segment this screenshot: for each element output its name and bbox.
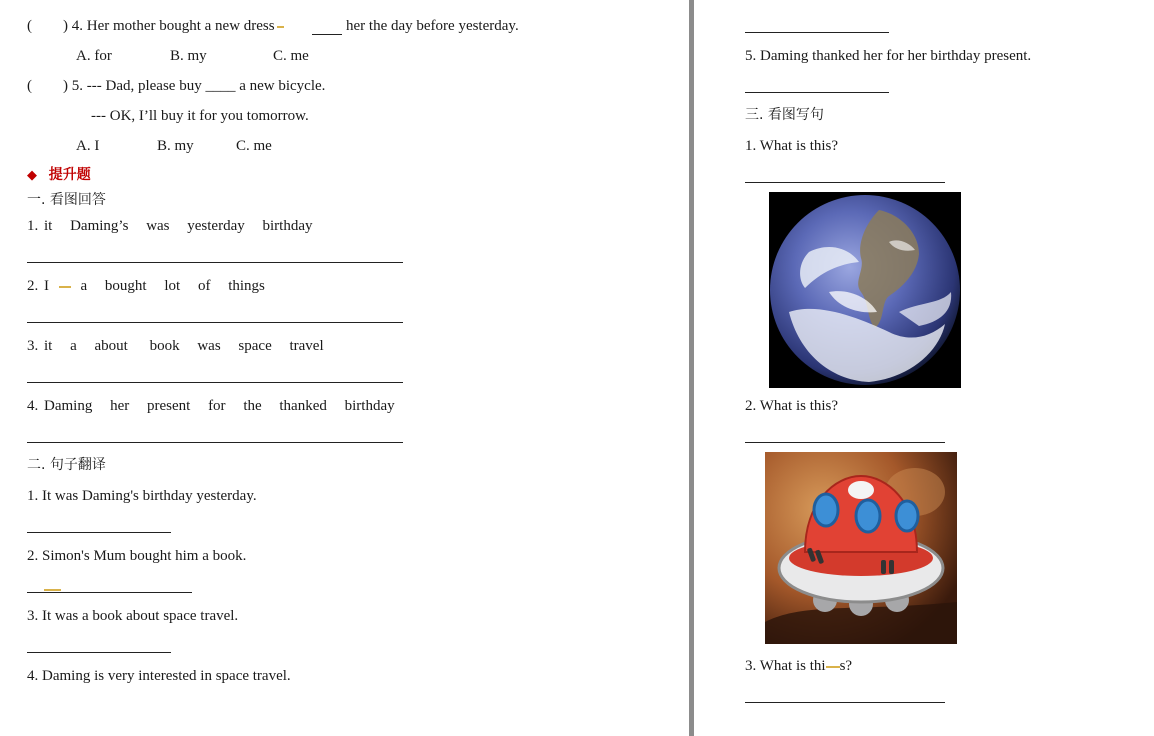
word: her <box>110 398 130 414</box>
q4-stem <box>63 17 284 35</box>
part1-title: 一. 看图回答 <box>27 192 106 208</box>
answer-line-1[interactable] <box>27 262 403 263</box>
part2-item-1: 1. It was Daming's birthday yesterday. <box>27 488 257 504</box>
word: thanked <box>279 398 327 414</box>
item-number: 4. <box>27 398 39 414</box>
word: it <box>44 338 53 354</box>
word: Daming’s <box>70 218 129 234</box>
section-title: 提升题 <box>48 167 91 183</box>
answer-line-q3[interactable] <box>745 702 945 703</box>
part3-q1: 1. What is this? <box>745 138 839 154</box>
translation-line-4[interactable] <box>745 32 889 33</box>
part3-q3-text-end: s? <box>839 658 853 674</box>
diamond-icon: ◆ <box>27 168 37 183</box>
item-number: 1. <box>27 218 39 234</box>
spaceship-image <box>765 452 957 644</box>
section-heading <box>27 166 91 185</box>
item-number: 2. <box>27 278 39 294</box>
edit-mark <box>44 589 61 591</box>
word: about <box>94 338 128 354</box>
answer-line-q2[interactable] <box>745 442 945 443</box>
q4-option-c: C. me <box>273 48 309 64</box>
item-number: 3. <box>27 338 39 354</box>
q5-option-c: C. me <box>236 138 272 154</box>
word: of <box>197 278 211 294</box>
word: yesterday <box>187 218 245 234</box>
edit-mark <box>826 666 840 668</box>
word: birthday <box>344 398 395 414</box>
edit-mark <box>59 286 71 288</box>
spaceship-icon <box>765 452 957 644</box>
q5-paren: ( <box>27 78 32 94</box>
part2-item-3: 3. It was a book about space travel. <box>27 608 239 624</box>
q4-option-b: B. my <box>170 48 207 64</box>
word: space <box>238 338 272 354</box>
translation-line-1[interactable] <box>27 532 171 533</box>
word: for <box>208 398 226 414</box>
word: things <box>228 278 265 294</box>
part1-item-3 <box>27 337 324 355</box>
q4-blank[interactable] <box>312 34 342 35</box>
word: a <box>70 338 77 354</box>
q4-stem-text: ) 4. Her mother bought a new dress <box>63 18 275 34</box>
part2-item-2: 2. Simon's Mum bought him a book. <box>27 548 247 564</box>
column-divider <box>689 0 694 736</box>
word: Daming <box>44 398 93 414</box>
part3-q3-text: 3. What is thi <box>745 658 826 674</box>
part1-item-4 <box>27 397 395 415</box>
q4-stem-tail: her the day before yesterday. <box>346 18 519 34</box>
answer-line-4[interactable] <box>27 442 403 443</box>
word: the <box>243 398 262 414</box>
part2-item-5: 5. Daming thanked her for her birthday present. <box>745 48 1032 64</box>
answer-line-3[interactable] <box>27 382 403 383</box>
q5-stem: ) 5. --- Dad, please buy ____ a new bicycle. <box>63 78 326 94</box>
earth-image <box>769 192 961 388</box>
word: it <box>44 218 53 234</box>
word: book <box>149 338 180 354</box>
q4-paren: ( <box>27 18 32 34</box>
translation-line-2[interactable] <box>27 592 192 593</box>
q5-option-a: A. I <box>76 138 100 154</box>
word: I <box>44 278 49 294</box>
q5-reply: --- OK, I’ll buy it for you tomorrow. <box>91 108 309 124</box>
edit-mark <box>277 26 284 28</box>
part1-item-1 <box>27 217 313 235</box>
q4-option-a: A. for <box>76 48 112 64</box>
part3-q2: 2. What is this? <box>745 398 839 414</box>
part1-item-2 <box>27 277 265 295</box>
word: a <box>80 278 88 294</box>
word: present <box>146 398 191 414</box>
part2-item-4: 4. Daming is very interested in space travel. <box>27 668 291 684</box>
q5-option-b: B. my <box>157 138 194 154</box>
part3-title: 三. 看图写句 <box>745 107 824 123</box>
word: was <box>197 338 221 354</box>
word: bought <box>104 278 147 294</box>
word: birthday <box>262 218 313 234</box>
earth-icon <box>769 192 961 388</box>
answer-line-q1[interactable] <box>745 182 945 183</box>
part2-title: 二. 句子翻译 <box>27 457 106 473</box>
part3-q3 <box>745 657 852 675</box>
translation-line-5[interactable] <box>745 92 889 93</box>
word: lot <box>164 278 181 294</box>
translation-line-3[interactable] <box>27 652 171 653</box>
word: was <box>146 218 170 234</box>
answer-line-2[interactable] <box>27 322 403 323</box>
word: travel <box>289 338 324 354</box>
